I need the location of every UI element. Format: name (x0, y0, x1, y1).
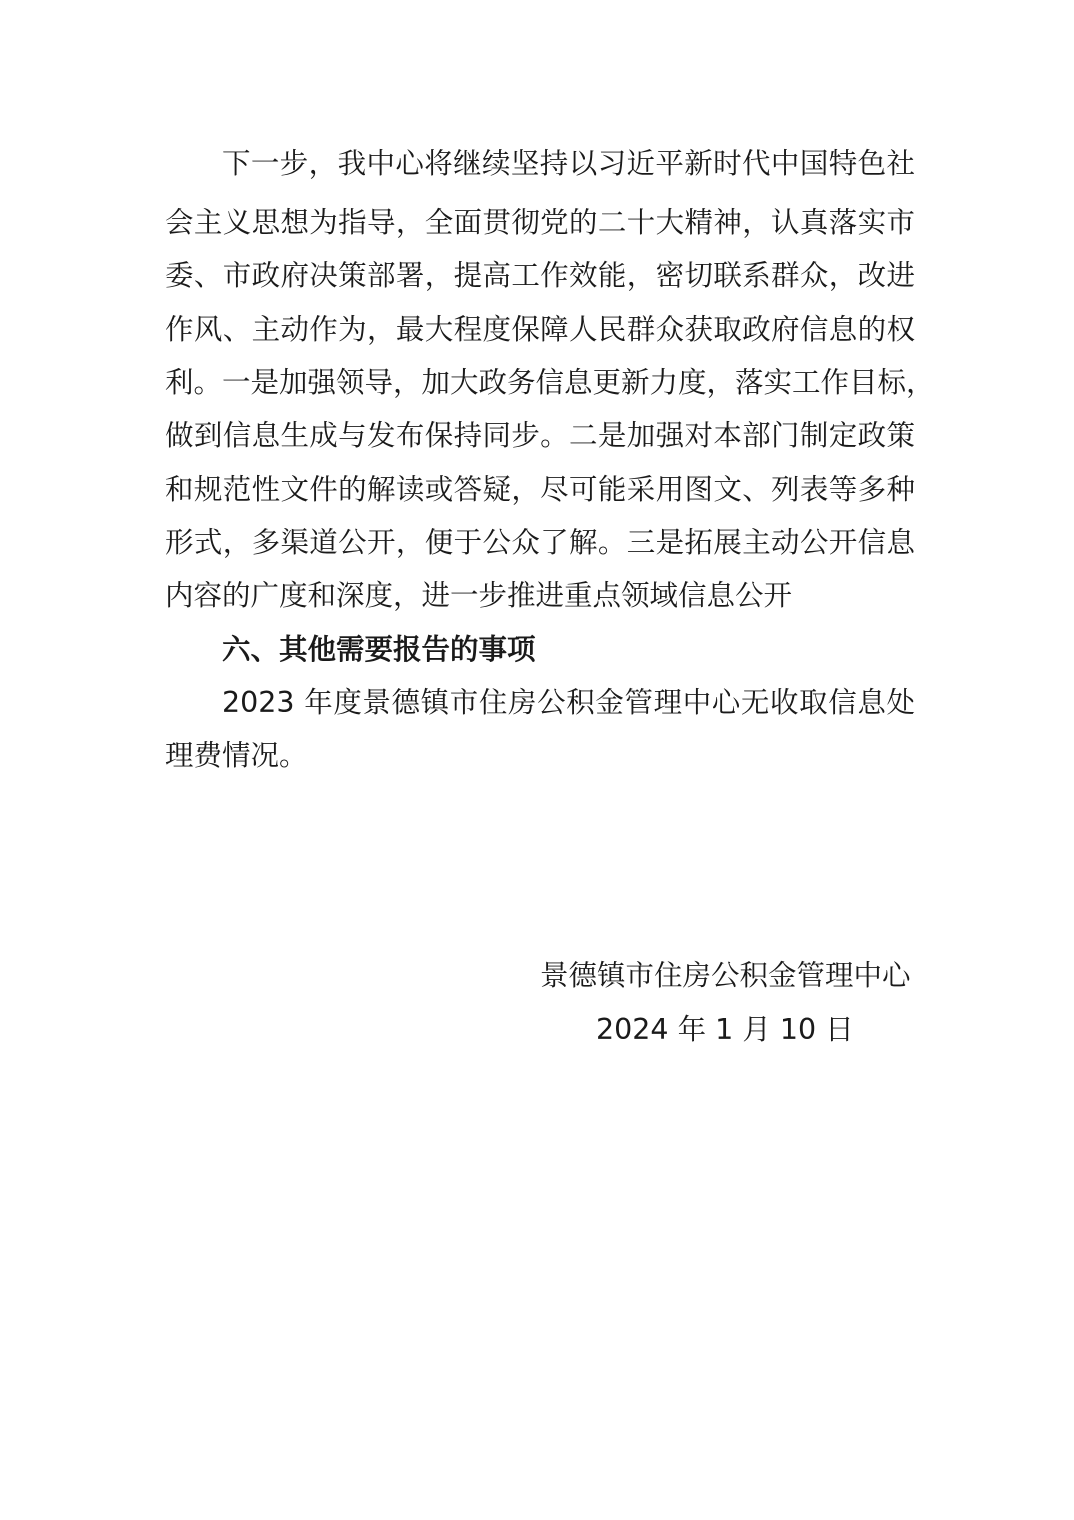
text-line: 内容的广度和深度，进一步推进重点领域信息公开 (165, 579, 793, 612)
text-line: 形式，多渠道公开，便于公众了解。三是拓展主动公开信息 (165, 526, 915, 559)
signature-organization: 景德镇市住房公积金管理中心 (540, 959, 911, 992)
text-line: 和规范性文件的解读或答疑，尽可能采用图文、列表等多种 (165, 473, 915, 506)
text-line: 理费情况。 (165, 739, 308, 772)
text-line: 做到信息生成与发布保持同步。二是加强对本部门制定政策 (165, 419, 915, 452)
section-heading: 六、其他需要报告的事项 (222, 633, 536, 666)
text-line: 下一步，我中心将继续坚持以习近平新时代中国特色社 (222, 147, 915, 180)
text-line: 会主义思想为指导，全面贯彻党的二十大精神，认真落实市 (165, 206, 915, 239)
text-line: 委、市政府决策部署，提高工作效能，密切联系群众，改进 (165, 259, 915, 292)
text-line: 利。一是加强领导，加大政务信息更新力度，落实工作目标， (165, 366, 935, 399)
signature-date: 2024 年 1 月 10 日 (596, 1013, 854, 1046)
text-line: 作风、主动作为，最大程度保障人民群众获取政府信息的权 (165, 313, 915, 346)
text-line: 2023 年度景德镇市住房公积金管理中心无收取信息处 (222, 686, 915, 719)
